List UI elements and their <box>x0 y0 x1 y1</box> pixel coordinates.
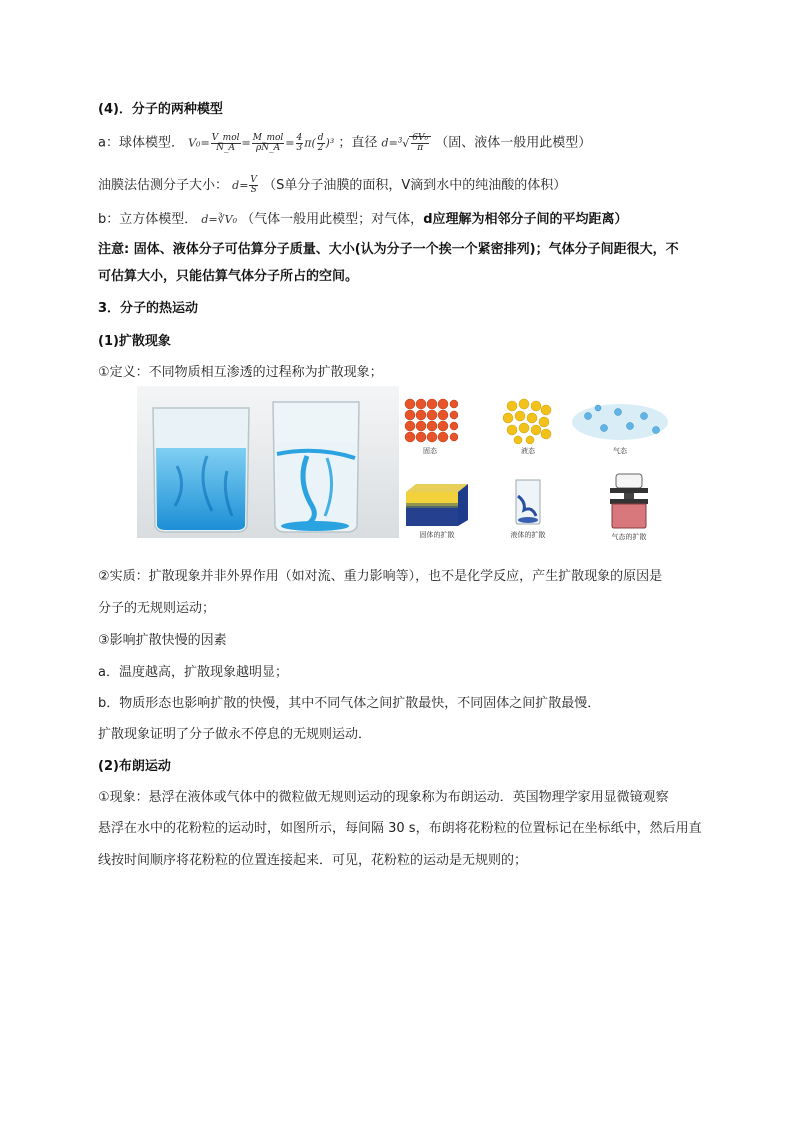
solid-diffusion-figure <box>402 478 472 540</box>
label-liquid-diffusion: 液体的扩散 <box>510 531 546 539</box>
brownian-line-2: 悬浮在水中的花粉粒的运动时，如图所示，每间隔 30 s，布朗将花粉粒的位置标记在坐标纸中，然后用直 <box>98 821 702 836</box>
factors-heading: ③影响扩散快慢的因素 <box>98 633 227 648</box>
diffusion-conclusion: 扩散现象证明了分子做永不停息的无规则运动． <box>98 727 372 742</box>
solid-lattice-icon <box>402 396 458 444</box>
liquid-diffusion-figure <box>496 476 560 540</box>
notice-line-2: 可估算大小，只能估算气体分子所占的空间。 <box>98 269 359 284</box>
sphere-mid: ；直径 <box>338 135 378 151</box>
oil-film-line <box>98 176 566 195</box>
brownian-heading: (2)布朗运动 <box>98 759 171 774</box>
factor-a: a．温度越高，扩散现象越明显； <box>98 665 288 680</box>
diffusion-definition: ①定义：不同物质相互渗透的过程称为扩散现象； <box>98 365 383 380</box>
sqrt-diameter: $^3$√ $\frac{\text{6V₀}}{\pi}$ <box>398 137 431 150</box>
essence-line-2: 分子的无规则运动； <box>98 601 216 616</box>
notice-line-1: 注意: 固体、液体分子可估算分子质量、大小(认为分子一个挨一个紧密排列)；气体分子间距很大，不 <box>98 242 679 257</box>
sphere-model-line: a：球体模型． V₀= $\frac{\text{V\_mol}}{N\_A}$ = $\frac{\text{M\_mol}}{\rho N\_A}$ = $\frac{4}{3}$ π( $\frac{d}{2}$ )³ ；直径 d=$^3$√ $\frac{\text{6V₀}}{\pi}$ （固、液体一般用此模型） <box>98 132 592 154</box>
cube-note-bold: d应理解为相邻分子间的平均距离） <box>423 212 628 227</box>
diffusion-heading: (1)扩散现象 <box>98 334 171 349</box>
beaker-photo <box>137 386 399 538</box>
sphere-pi: π( <box>304 136 316 150</box>
liquid-state-figure <box>500 396 556 456</box>
essence-line-1: ②实质：扩散现象并非外界作用（如对流、重力影响等），也不是化学反应，产生扩散现象的原因是 <box>98 569 663 584</box>
oil-prefix: 油膜法估测分子大小： <box>98 178 229 193</box>
gas-state-figure <box>568 396 672 456</box>
frac-d-half: $\frac{d}{2}$ <box>317 132 324 153</box>
oil-note: （S单分子油膜的面积，V滴到水中的纯油酸的体积） <box>263 178 567 193</box>
sphere-lhs: V₀= <box>188 136 210 150</box>
cube-note: （气体一般用此模型；对气体， <box>241 212 424 227</box>
label-gas: 气态 <box>613 447 627 455</box>
section-4-heading: (4)．分子的两种模型 <box>98 102 223 117</box>
sphere-cube: )³ <box>325 136 335 150</box>
label-solid-diffusion: 固体的扩散 <box>419 531 455 539</box>
solid-state-figure <box>402 396 458 456</box>
sphere-d: d= <box>381 136 398 150</box>
label-gas-diffusion: 气态的扩散 <box>611 533 647 541</box>
label-liquid: 液态 <box>521 447 535 455</box>
cube-prefix: b：立方体模型． <box>98 212 198 227</box>
gas-diffusion-jars-icon <box>594 472 664 530</box>
frac-v-s: $\frac{V}{S}$ <box>250 175 257 195</box>
frac-vmol-na: $\frac{\text{V\_mol}}{N\_A}$ <box>211 132 240 153</box>
cube-model-line <box>98 211 628 229</box>
oil-d: d= <box>232 179 249 192</box>
sphere-note: （固、液体一般用此模型） <box>435 135 592 151</box>
frac-four-thirds: $\frac{4}{3}$ <box>296 132 303 153</box>
cube-formula: d=∛V₀ <box>201 213 238 226</box>
liquid-diffusion-beaker-icon <box>496 476 560 528</box>
label-solid: 固态 <box>423 447 437 455</box>
liquid-cluster-icon <box>500 396 556 444</box>
sphere-prefix: a：球体模型． <box>98 135 184 151</box>
gas-diffusion-figure <box>594 472 664 542</box>
gas-cloud-icon <box>568 396 672 444</box>
solid-diffusion-block-icon <box>402 478 472 528</box>
section-3-heading: 3．分子的热运动 <box>98 301 199 316</box>
frac-mmol-rhona: $\frac{\text{M\_mol}}{\rho N\_A}$ <box>252 132 284 153</box>
beaker-illustration <box>137 386 399 538</box>
factor-b: b．物质形态也影响扩散的快慢，其中不同气体之间扩散最快，不同固体之间扩散最慢． <box>98 696 601 711</box>
brownian-line-1: ①现象：悬浮在液体或气体中的微粒做无规则运动的现象称为布朗运动．英国物理学家用显微镜观察 <box>98 790 669 805</box>
brownian-line-3: 线按时间顺序将花粉粒的位置连接起来．可见，花粉粒的运动是无规则的； <box>98 853 528 868</box>
